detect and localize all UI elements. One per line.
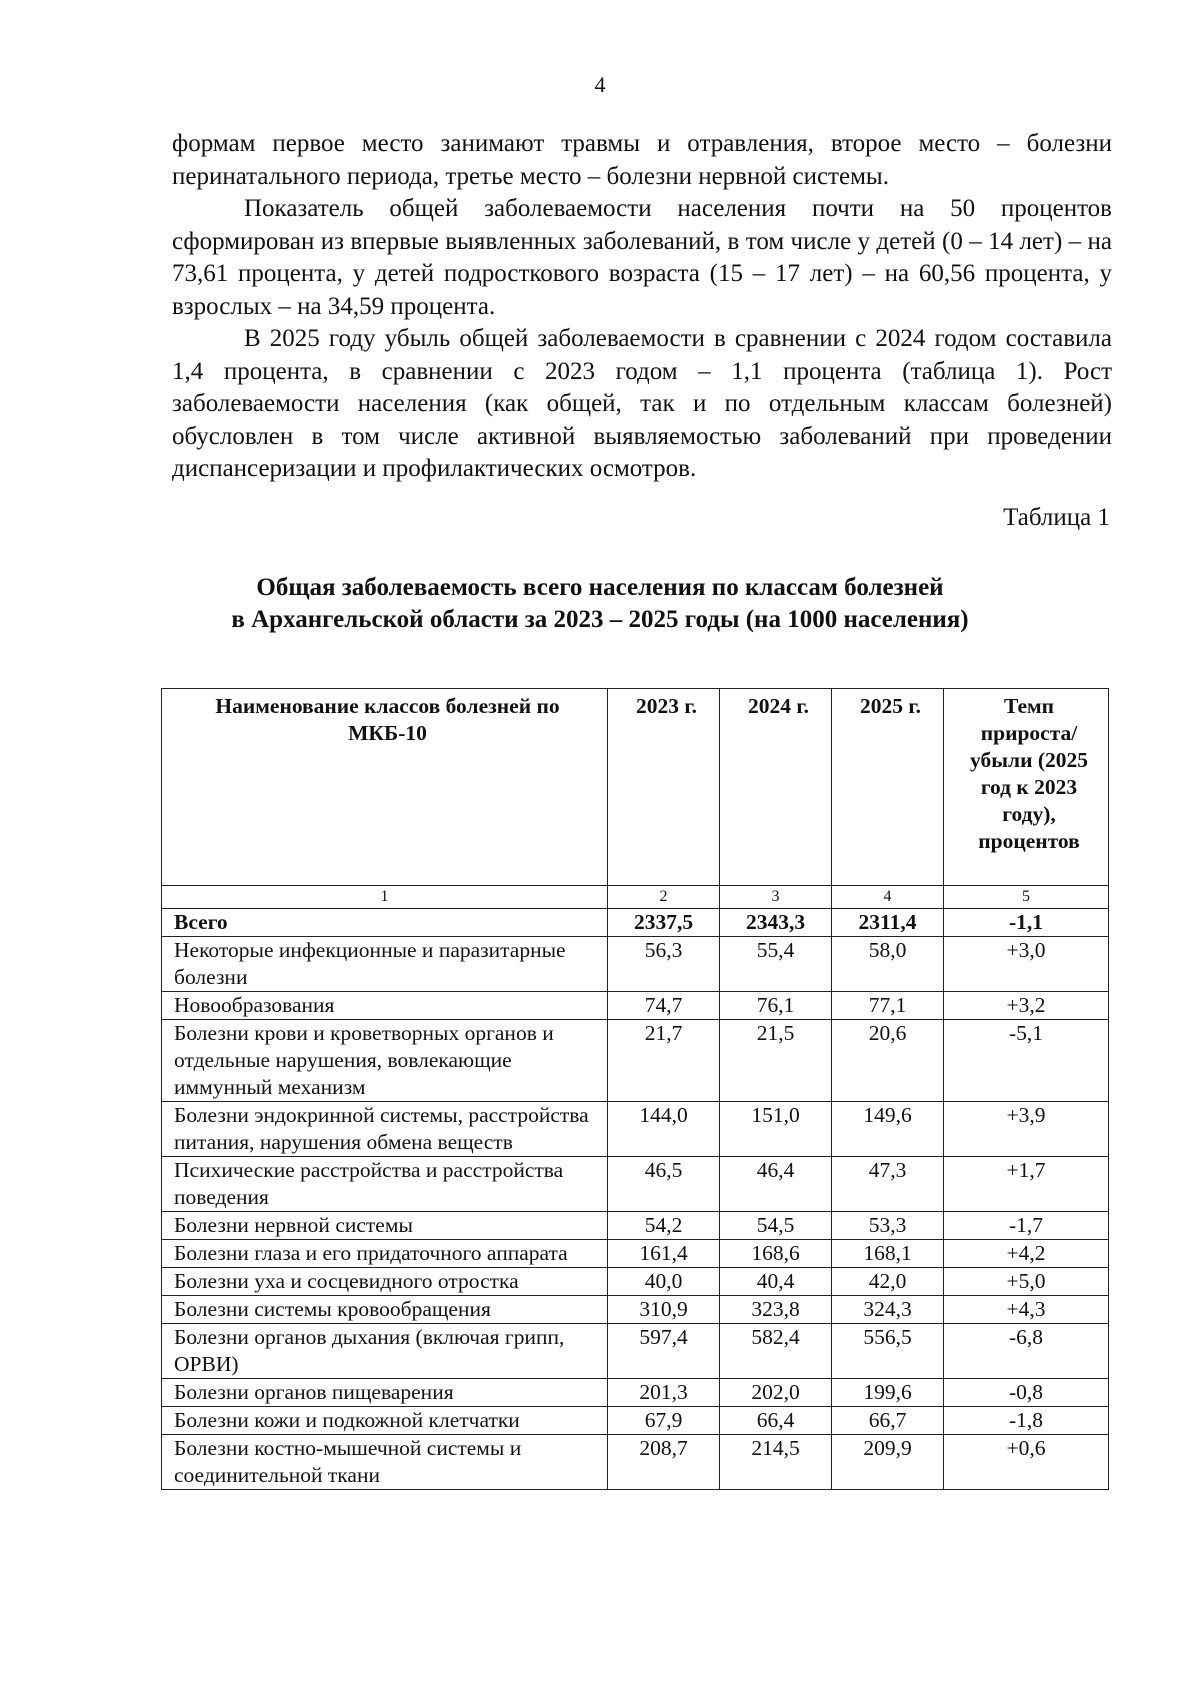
table-row [162,1324,1109,1379]
table-row [162,1268,1109,1296]
value-2023-cell: 310,9 [608,1296,720,1324]
value-2024-cell: 54,5 [720,1212,832,1240]
disease-class-cell: Болезни органов дыхания (включая грипп, ОРВИ) [162,1324,608,1379]
disease-class-cell: Болезни глаза и его придаточного аппарата [162,1240,608,1268]
table-row [162,1379,1109,1407]
table-row-total [162,909,1109,937]
value-2024-cell: 323,8 [720,1296,832,1324]
table-header-row [162,689,1109,886]
value-2024-cell: 202,0 [720,1379,832,1407]
value-2024-cell: 214,5 [720,1435,832,1490]
column-index: 3 [720,886,832,909]
value-2023-cell: 40,0 [608,1268,720,1296]
growth-rate-cell: +3,9 [944,1102,1109,1157]
value-2024-cell: 46,4 [720,1157,832,1212]
table-row [162,992,1109,1020]
table-row [162,1020,1109,1102]
value-2023-cell: 21,7 [608,1020,720,1102]
header-2024: 2024 г. [720,689,832,886]
page-number: 4 [594,72,606,97]
value-2024-cell: 66,4 [720,1407,832,1435]
header-disease-class: Наименование классов болезней по МКБ-10 [162,689,608,886]
value-2024-cell: 151,0 [720,1102,832,1157]
value-2025-cell: 199,6 [832,1379,944,1407]
disease-class-cell: Болезни системы кровообращения [162,1296,608,1324]
value-2023-cell: 67,9 [608,1407,720,1435]
value-2023-cell: 2337,5 [608,909,720,937]
column-index: 2 [608,886,720,909]
value-2023-cell: 54,2 [608,1212,720,1240]
growth-rate-cell: +3,0 [944,937,1109,992]
growth-rate-cell: -6,8 [944,1324,1109,1379]
value-2025-cell: 47,3 [832,1157,944,1212]
value-2023-cell: 46,5 [608,1157,720,1212]
value-2023-cell: 201,3 [608,1379,720,1407]
header-2023: 2023 г. [608,689,720,886]
disease-class-cell: Некоторые инфекционные и паразитарные болезни [162,937,608,992]
table-row [162,1157,1109,1212]
growth-rate-cell: -1,8 [944,1407,1109,1435]
value-2024-cell: 21,5 [720,1020,832,1102]
value-2025-cell: 58,0 [832,937,944,992]
value-2025-cell: 324,3 [832,1296,944,1324]
table-title [0,572,1200,636]
disease-class-cell: Болезни кожи и подкожной клетчатки [162,1407,608,1435]
table-row [162,1102,1109,1157]
paragraph: В 2025 году убыль общей заболеваемости в сравнении с 2024 годом составила 1,4 процента, в сравнении с 2023 годом – 1,1 процента (таблица 1). Рост заболеваемости населения (как общей, так и по отдельным классам болезней) обусловлен в том числе активной выявляемостью заболеваний при проведении диспансеризации и профилактических осмотров. [172,325,1112,482]
value-2025-cell: 209,9 [832,1435,944,1490]
value-2024-cell: 168,6 [720,1240,832,1268]
disease-class-cell: Болезни крови и кроветворных органов и отдельные нарушения, вовлекающие иммунный механизм [162,1020,608,1102]
value-2025-cell: 42,0 [832,1268,944,1296]
column-index: 5 [944,886,1109,909]
growth-rate-cell: -0,8 [944,1379,1109,1407]
value-2024-cell: 2343,3 [720,909,832,937]
value-2024-cell: 76,1 [720,992,832,1020]
paragraph: формам первое место занимают травмы и отравления, второе место – болезни перинатального периода, третье место – болезни нервной системы. [172,130,1112,190]
value-2023-cell: 144,0 [608,1102,720,1157]
paragraph: Показатель общей заболеваемости населения почти на 50 процентов сформирован из впервые выявленных заболеваний, в том числе у детей (0 – 14 лет) – на 73,61 процента, у детей подросткового возраста (15 – 17 лет) – на 60,56 процента, у взрослых – на 34,59 процента. [172,195,1112,320]
table-title-line: в Архангельской области за 2023 – 2025 годы (на 1000 населения) [231,606,969,633]
value-2023-cell: 597,4 [608,1324,720,1379]
value-2023-cell: 161,4 [608,1240,720,1268]
value-2025-cell: 2311,4 [832,909,944,937]
value-2025-cell: 556,5 [832,1324,944,1379]
value-2024-cell: 55,4 [720,937,832,992]
table-row [162,1212,1109,1240]
growth-rate-cell: +3,2 [944,992,1109,1020]
growth-rate-cell: +0,6 [944,1435,1109,1490]
value-2025-cell: 168,1 [832,1240,944,1268]
growth-rate-cell: +4,3 [944,1296,1109,1324]
disease-class-cell: Болезни уха и сосцевидного отростка [162,1268,608,1296]
disease-class-cell: Новообразования [162,992,608,1020]
value-2023-cell: 56,3 [608,937,720,992]
table-row [162,1240,1109,1268]
column-index-row [162,886,1109,909]
growth-rate-cell: -1,1 [944,909,1109,937]
table-label: Таблица 1 [1003,504,1110,531]
value-2025-cell: 77,1 [832,992,944,1020]
value-2025-cell: 66,7 [832,1407,944,1435]
table-row [162,937,1109,992]
value-2025-cell: 149,6 [832,1102,944,1157]
header-growth-rate: Темп прироста/ убыли (2025 год к 2023 году), процентов [944,689,1109,886]
header-2025: 2025 г. [832,689,944,886]
column-index: 1 [162,886,608,909]
growth-rate-cell: +5,0 [944,1268,1109,1296]
growth-rate-cell: -5,1 [944,1020,1109,1102]
disease-class-cell: Болезни костно-мышечной системы и соединительной ткани [162,1435,608,1490]
morbidity-table [161,688,1109,1490]
disease-class-cell: Болезни нервной системы [162,1212,608,1240]
value-2025-cell: 20,6 [832,1020,944,1102]
growth-rate-cell: +1,7 [944,1157,1109,1212]
value-2023-cell: 74,7 [608,992,720,1020]
value-2024-cell: 40,4 [720,1268,832,1296]
disease-class-cell: Психические расстройства и расстройства поведения [162,1157,608,1212]
table-title-line: Общая заболеваемость всего населения по классам болезней [256,574,944,601]
growth-rate-cell: -1,7 [944,1212,1109,1240]
table-row [162,1435,1109,1490]
body-text [172,128,1112,486]
disease-class-cell: Всего [162,909,608,937]
growth-rate-cell: +4,2 [944,1240,1109,1268]
value-2023-cell: 208,7 [608,1435,720,1490]
disease-class-cell: Болезни эндокринной системы, расстройства питания, нарушения обмена веществ [162,1102,608,1157]
value-2024-cell: 582,4 [720,1324,832,1379]
value-2025-cell: 53,3 [832,1212,944,1240]
table-row [162,1407,1109,1435]
disease-class-cell: Болезни органов пищеварения [162,1379,608,1407]
table-row [162,1296,1109,1324]
column-index: 4 [832,886,944,909]
